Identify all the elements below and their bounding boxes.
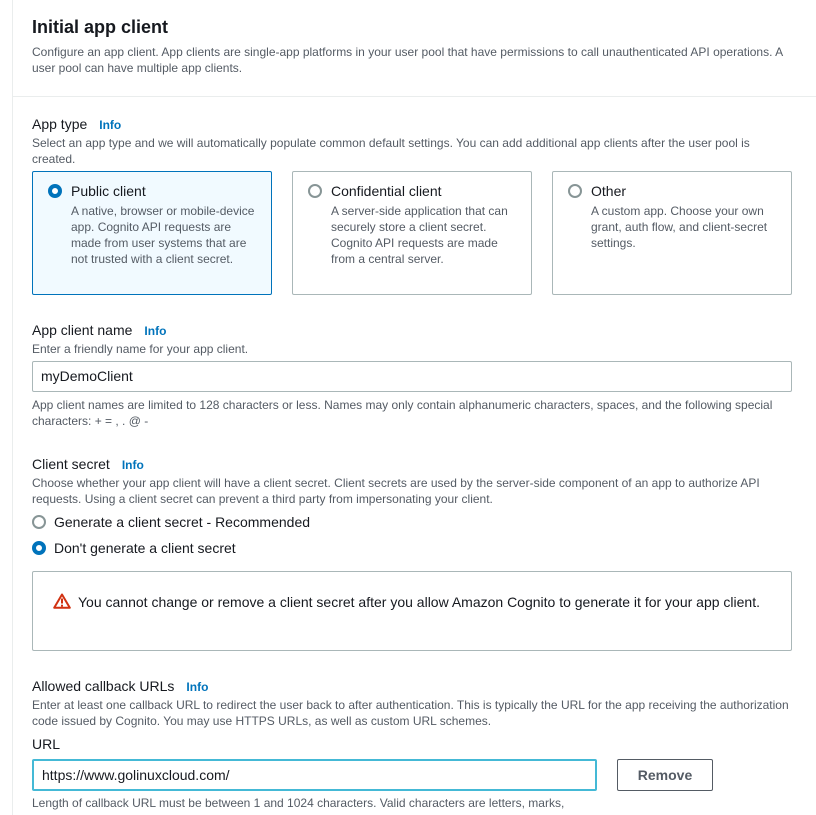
callback-url-input[interactable]: https://www.golinuxcloud.com/ xyxy=(32,759,597,791)
tile-title: Other xyxy=(591,183,627,199)
callback-label: Allowed callback URLs xyxy=(32,678,175,694)
url-label: URL xyxy=(32,736,61,752)
app-type-public-client-tile[interactable] xyxy=(32,171,272,295)
client-secret-label: Client secret xyxy=(32,456,110,472)
client-name-constraint: App client names are limited to 128 characters or less. Names may only contain alphanumeric characters, spaces, and the following special characters: + = , . @ - xyxy=(32,398,773,428)
client-secret-label-row xyxy=(32,456,144,472)
generate-secret-radio-icon[interactable] xyxy=(32,515,46,529)
callback-description: Enter at least one callback URL to redirect the user back to after authentication. This is typically the URL for the app receiving the authorization code issued by Cognito. You may use HTTPS URLs, as well as custom URL schemes. xyxy=(32,698,789,728)
app-type-other-tile[interactable] xyxy=(552,171,792,295)
callback-constraint: Length of callback URL must be between 1 and 1024 characters. Valid characters are letters, marks, xyxy=(32,796,565,810)
tile-description: A native, browser or mobile-device app. Cognito API requests are made from user systems that are not trusted with a client secret. xyxy=(71,204,255,266)
app-type-confidential-client-tile[interactable] xyxy=(292,171,532,295)
no-secret-radio-icon[interactable] xyxy=(32,541,46,555)
generate-secret-option[interactable] xyxy=(32,514,310,530)
app-type-label: App type xyxy=(32,116,88,132)
section-description: Configure an app client. App clients are single-app platforms in your user pool that have permissions to call unauthenticated API operations. A user pool can have multiple app clients. xyxy=(32,45,783,75)
callback-info-link[interactable]: Info xyxy=(186,680,209,694)
warning-icon xyxy=(53,593,71,614)
app-type-description: Select an app type and we will automatically populate common default settings. You can add additional app clients after the user pool is created. xyxy=(32,136,750,166)
confidential-client-radio-icon[interactable] xyxy=(308,184,322,198)
tile-description: A custom app. Choose your own grant, auth flow, and client-secret settings. xyxy=(591,204,768,250)
other-radio-icon[interactable] xyxy=(568,184,582,198)
client-name-input[interactable]: myDemoClient xyxy=(32,361,792,392)
option-label: Don't generate a client secret xyxy=(54,540,236,556)
tile-title: Confidential client xyxy=(331,183,442,199)
client-secret-warning-alert xyxy=(32,571,792,651)
public-client-radio-icon[interactable] xyxy=(48,184,62,198)
client-name-label-row xyxy=(32,322,166,338)
client-name-info-link[interactable]: Info xyxy=(144,324,167,338)
callback-label-row xyxy=(32,678,208,694)
section-header xyxy=(12,0,816,97)
tile-title: Public client xyxy=(71,183,146,199)
client-secret-description: Choose whether your app client will have a client secret. Client secrets are used by the server-side component of an app to authorize API requests. Using a client secret can prevent a third party from impersonating your client. xyxy=(32,476,760,506)
client-secret-info-link[interactable]: Info xyxy=(121,458,144,472)
app-type-info-link[interactable]: Info xyxy=(99,118,122,132)
tile-description: A server-side application that can securely store a client secret. Cognito API requests are made from a central server. xyxy=(331,204,508,266)
remove-button[interactable]: Remove xyxy=(617,759,713,791)
no-secret-option[interactable] xyxy=(32,540,236,556)
warning-text: You cannot change or remove a client secret after you allow Amazon Cognito to generate it for your app client. xyxy=(78,594,760,610)
option-label: Generate a client secret - Recommended xyxy=(54,514,311,530)
client-name-description: Enter a friendly name for your app client. xyxy=(32,342,249,356)
app-type-label-row xyxy=(32,116,121,132)
section-title: Initial app client xyxy=(32,17,169,37)
client-name-label: App client name xyxy=(32,322,133,338)
